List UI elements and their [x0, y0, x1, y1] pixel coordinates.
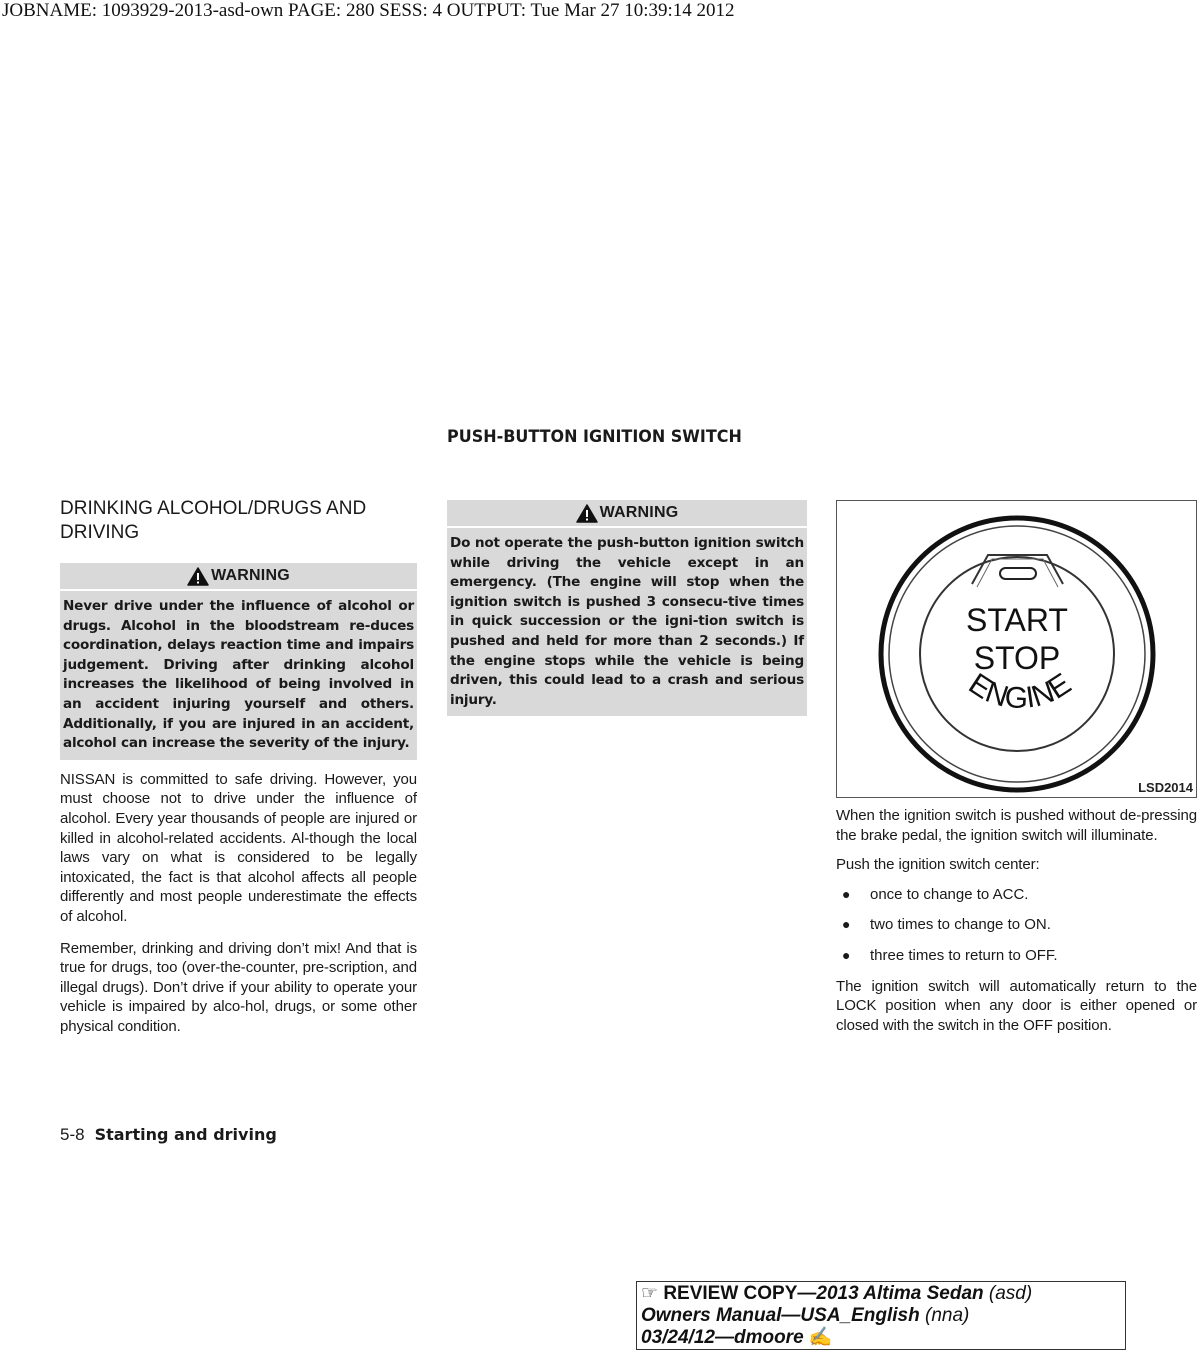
paragraph: Remember, drinking and driving don’t mix! And that is true for drugs, too (over-the-counter, pre-scription, and illegal drugs). Don’t drive if your ability to operate your vehicle is impaired by alco-hol, drugs, or some other physical condition.: [60, 939, 417, 1035]
review-copy-box: [636, 1281, 1126, 1350]
review-line-1: [641, 1283, 1121, 1305]
warning-header: [60, 563, 417, 589]
bullet-icon: ●: [842, 946, 851, 963]
list-item: [836, 946, 1197, 966]
warning-label: WARNING: [599, 504, 679, 521]
list-item: [836, 915, 1197, 935]
start-stop-button-illustration: [837, 501, 1196, 797]
review-date: 03/24/12—dmoore: [641, 1327, 804, 1348]
manual-code: (nna): [919, 1305, 970, 1326]
engine-label: ENGINE: [962, 667, 1078, 716]
column-ignition: [836, 500, 1197, 1035]
list-item: [836, 885, 1197, 905]
subsection-heading: DRINKING ALCOHOL/DRUGS AND DRIVING: [60, 498, 367, 543]
bullet-icon: ●: [842, 916, 851, 933]
review-line-2: [641, 1305, 1121, 1327]
job-header: JOBNAME: 1093929-2013-asd-own PAGE: 280 SESS: 4 OUTPUT: Tue Mar 27 10:39:14 2012: [2, 0, 735, 21]
vehicle-code: (asd): [983, 1283, 1033, 1304]
warning-text: Never drive under the influence of alcohol or drugs. Alcohol in the bloodstream re-duces coordination, delays reaction time and impairs judgement. Driving after drinking alcohol increases the likelihood of being involved in an accident injuring yourself and others. Additionally, if you are injured in an accident, alcohol can increase the severity of the injury.: [60, 591, 417, 760]
figure-id: LSD2014: [1138, 780, 1193, 795]
ignition-switch-figure: [836, 500, 1197, 798]
list-item-text: three times to return to OFF.: [870, 946, 1058, 964]
pointing-hand-icon: ☞: [641, 1283, 659, 1304]
warning-triangle-icon: [187, 567, 209, 586]
paragraph: Push the ignition switch center:: [836, 856, 1040, 874]
bullet-list: [836, 885, 1197, 966]
warning-header: [447, 500, 807, 526]
bullet-icon: ●: [842, 885, 851, 902]
paragraph: The ignition switch will automatically return to the LOCK position when any door is either opened or closed with the switch in the OFF position.: [836, 977, 1197, 1034]
list-item-text: two times to change to ON.: [870, 916, 1051, 934]
warning-label: WARNING: [211, 567, 290, 584]
stop-label: STOP: [973, 640, 1061, 676]
paragraph: NISSAN is committed to safe driving. However, you must choose not to drive under the influence of alcohol. Every year thousands of people are injured or killed in alcohol-related accidents. Al-though the local laws vary on what is considered to be legally intoxicated, the fact is that alcohol affects all people differently and most people underestimate the effects of alcohol.: [60, 770, 417, 925]
page-footer: [60, 1125, 277, 1145]
paragraph: When the ignition switch is pushed without de-pressing the brake pedal, the ignition switch will illuminate.: [836, 807, 1197, 844]
column-warning: [447, 500, 807, 716]
section-title: PUSH-BUTTON IGNITION SWITCH: [447, 427, 742, 447]
writing-hand-icon: ✍: [808, 1327, 833, 1348]
column-alcohol: [60, 497, 417, 1036]
start-label: START: [966, 602, 1068, 638]
chapter-title: Starting and driving: [94, 1125, 277, 1144]
review-label: REVIEW COPY—: [663, 1283, 817, 1304]
list-item-text: once to change to ACC.: [870, 885, 1029, 903]
warning-triangle-icon: [576, 504, 598, 523]
vehicle-name: 2013 Altima Sedan: [816, 1283, 984, 1304]
warning-text: Do not operate the push-button ignition switch while driving the vehicle except in an emergency. (The engine will stop when the ignition switch is pushed 3 consecu-tive times in quick succession or the igni-tion switch is pushed and held for more than 2 seconds.) If the engine stops while the vehicle is being driven, this could lead to a crash and serious injury.: [447, 528, 807, 716]
review-line-3: [641, 1327, 1121, 1349]
page-number: 5-8: [60, 1125, 85, 1144]
manual-name: Owners Manual—USA_English: [641, 1305, 920, 1326]
